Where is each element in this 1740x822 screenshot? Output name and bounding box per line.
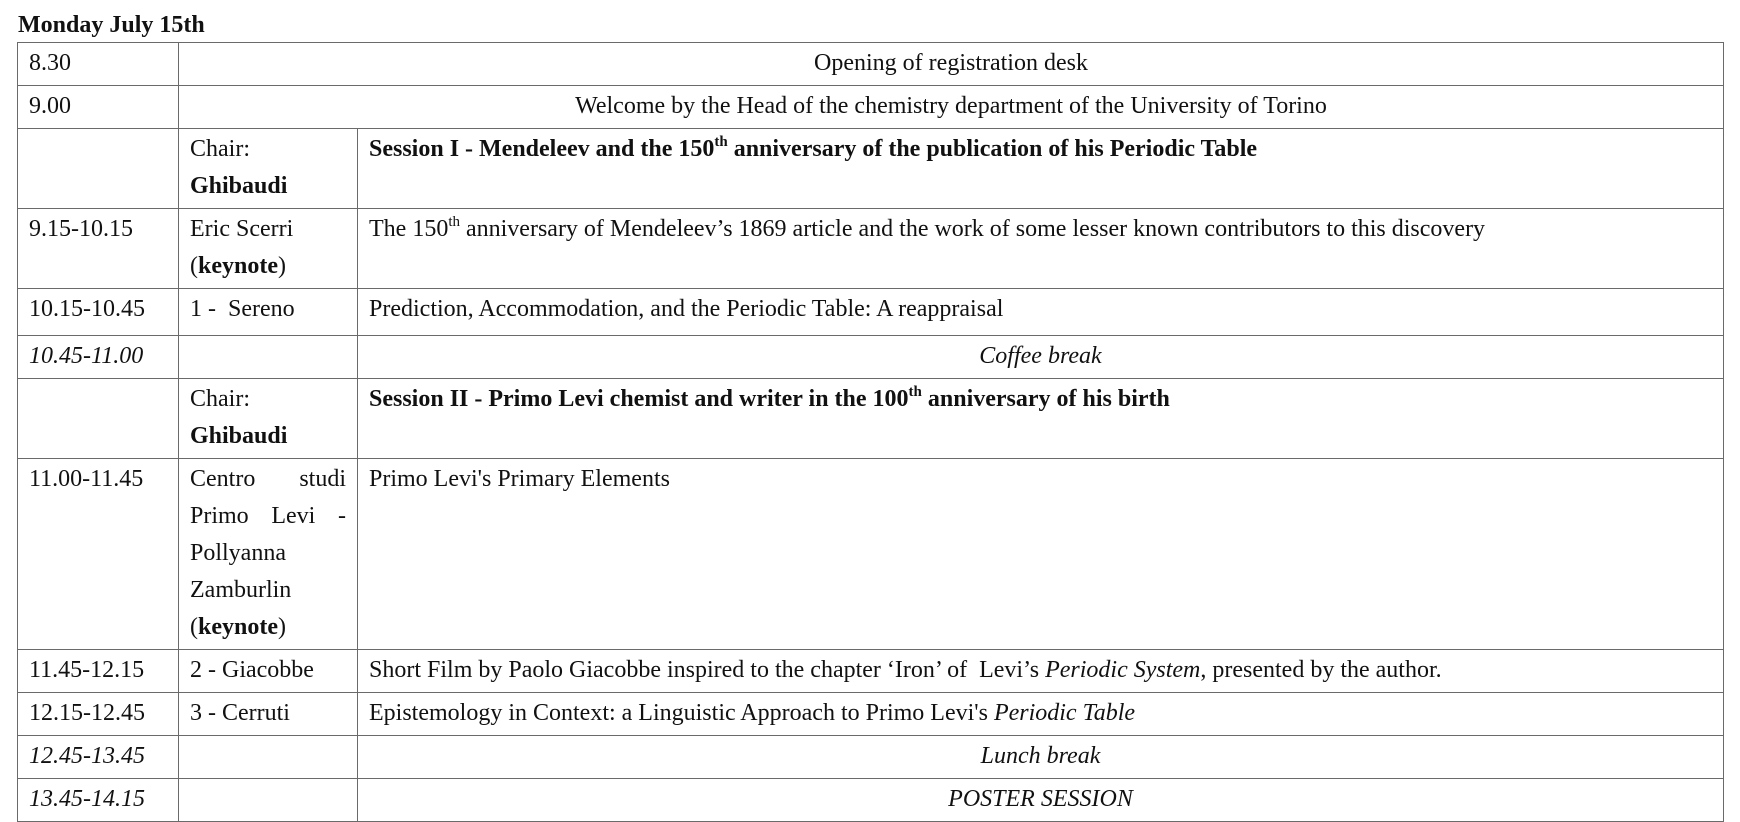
empty-cell [179, 336, 358, 379]
time-cell [18, 379, 179, 459]
talk-title: Prediction, Accommodation, and the Periodic Table: A reappraisal [358, 289, 1724, 336]
poster-session-label: POSTER SESSION [358, 779, 1724, 822]
time-cell: 11.00-11.45 [18, 459, 179, 650]
session-title-text: Session II - Primo Levi chemist and writer in the 100 [369, 386, 909, 412]
time-cell: 10.45-11.00 [18, 336, 179, 379]
talk-title: Epistemology in Context: a Linguistic Approach to Primo Levi's Periodic Table [358, 693, 1724, 736]
speaker-name: Eric Scerri [190, 216, 294, 242]
session-title-text: Session I - Mendeleev and the 150 [369, 136, 715, 162]
chair-name: Ghibaudi [190, 173, 288, 199]
table-row [18, 693, 1724, 736]
time-cell: 11.45-12.15 [18, 650, 179, 693]
time-cell: 9.15-10.15 [18, 209, 179, 289]
session-title [358, 129, 1724, 209]
session-title [358, 379, 1724, 459]
time-cell [18, 129, 179, 209]
speaker-cell [179, 209, 358, 289]
break-label: Coffee break [358, 336, 1724, 379]
break-row [18, 336, 1724, 379]
table-row [18, 459, 1724, 650]
table-row [18, 86, 1724, 129]
ordinal-suffix: th [448, 214, 460, 230]
schedule-table [17, 42, 1724, 822]
speaker-line: Centro studi [190, 466, 346, 492]
table-row [18, 209, 1724, 289]
keynote-tag: (keynote) [190, 253, 286, 279]
speaker-line: Primo Levi - [190, 503, 346, 529]
event-cell: Opening of registration desk [179, 43, 1724, 86]
session-header-row [18, 379, 1724, 459]
time-cell: 9.00 [18, 86, 179, 129]
speaker-cell: 1 - Sereno [179, 289, 358, 336]
chair-cell [179, 379, 358, 459]
session-title-text: anniversary of his birth [921, 386, 1170, 412]
keynote-tag: (keynote) [190, 614, 286, 640]
talk-title: Primo Levi's Primary Elements [358, 459, 1724, 650]
day-title: Monday July 15th [18, 12, 205, 38]
chair-cell [179, 129, 358, 209]
time-cell: 12.45-13.45 [18, 736, 179, 779]
time-cell: 13.45-14.15 [18, 779, 179, 822]
talk-title: Short Film by Paolo Giacobbe inspired to the chapter ‘Iron’ of Levi’s Periodic System, presented by the author. [358, 650, 1724, 693]
speaker-cell: 2 - Giacobbe [179, 650, 358, 693]
table-row [18, 289, 1724, 336]
break-row [18, 779, 1724, 822]
chair-label: Chair: [190, 136, 250, 162]
time-cell: 12.15-12.45 [18, 693, 179, 736]
break-label: Lunch break [358, 736, 1724, 779]
session-title-text: anniversary of the publication of his Periodic Table [727, 136, 1258, 162]
event-cell: Welcome by the Head of the chemistry department of the University of Torino [179, 86, 1724, 129]
empty-cell [179, 736, 358, 779]
chair-label: Chair: [190, 386, 250, 412]
speaker-cell: 3 - Cerruti [179, 693, 358, 736]
talk-title: The 150th anniversary of Mendeleev’s 1869 article and the work of some lesser known contributors to this discovery [358, 209, 1724, 289]
speaker-line: Pollyanna [190, 540, 286, 566]
table-row [18, 650, 1724, 693]
speaker-line: Zamburlin [190, 577, 292, 603]
chair-name: Ghibaudi [190, 423, 288, 449]
time-cell: 10.15-10.45 [18, 289, 179, 336]
speaker-cell [179, 459, 358, 650]
break-row [18, 736, 1724, 779]
ordinal-suffix: th [908, 384, 922, 400]
session-header-row [18, 129, 1724, 209]
ordinal-suffix: th [714, 134, 728, 150]
table-row [18, 43, 1724, 86]
empty-cell [179, 779, 358, 822]
time-cell: 8.30 [18, 43, 179, 86]
